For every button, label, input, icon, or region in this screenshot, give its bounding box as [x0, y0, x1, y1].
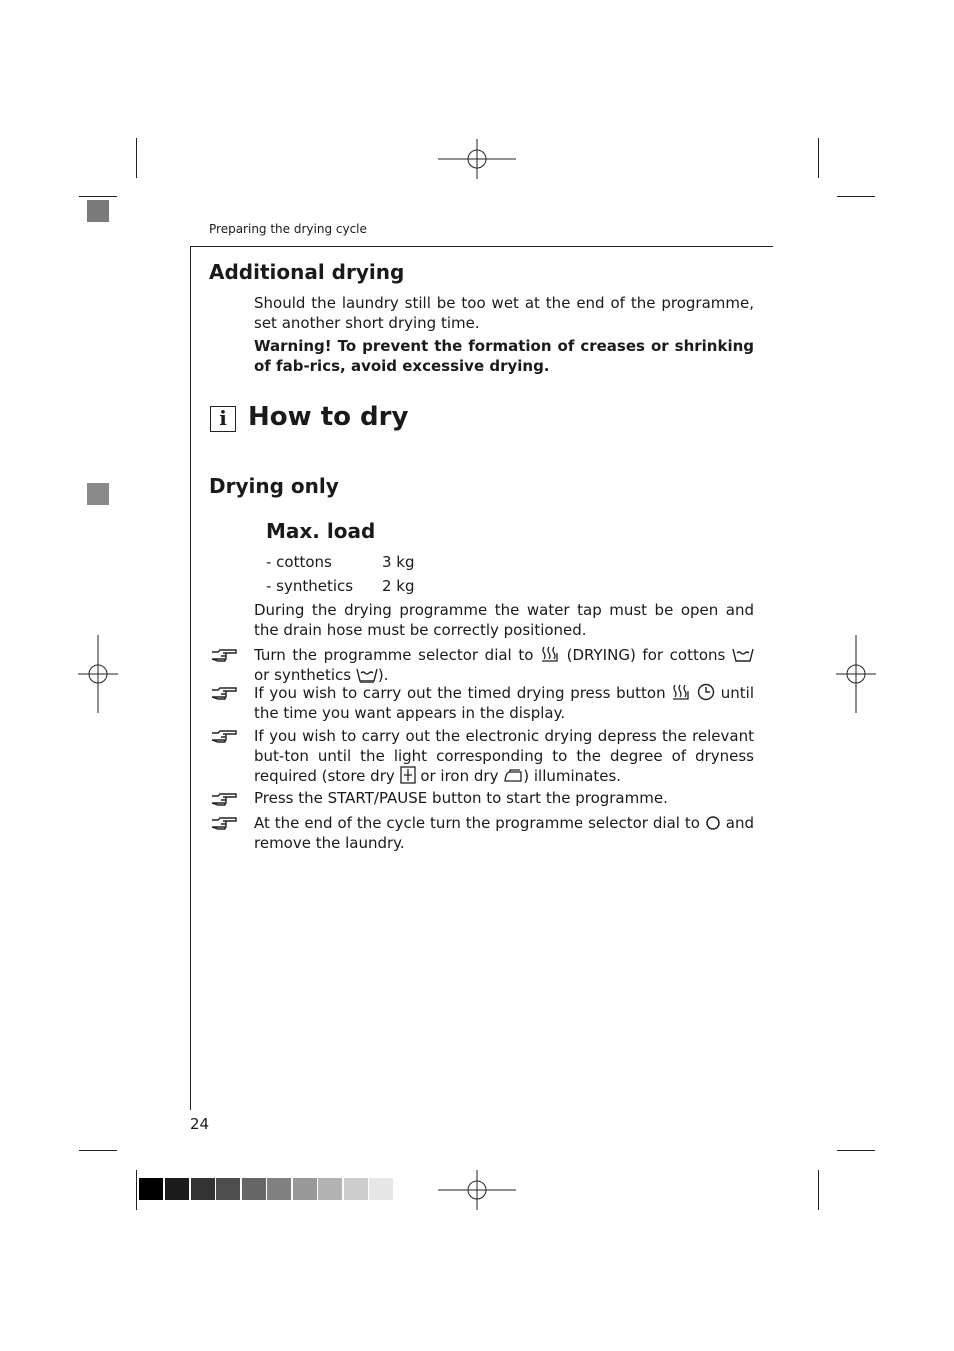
- registration-mark-icon: [438, 139, 516, 179]
- store-dry-icon: [400, 766, 416, 784]
- pointing-hand-icon: [210, 791, 238, 807]
- page-title: How to dry: [248, 402, 409, 432]
- max-load-heading: Max. load: [266, 519, 376, 543]
- drying-icon: [671, 683, 691, 701]
- off-circle-icon: [705, 815, 721, 831]
- step-2-text-b: until the time you want appears in the display.: [254, 684, 754, 722]
- color-swatch: [267, 1178, 291, 1200]
- drying-intro: During the drying programme the water tap must be open and the drain hose must be correctly positioned.: [254, 601, 754, 639]
- section-marker: [87, 483, 109, 505]
- color-swatch: [318, 1178, 342, 1200]
- synthetics-tub-icon: [356, 667, 378, 683]
- load-value-cottons: 3 kg: [382, 553, 415, 571]
- load-value-synthetics: 2 kg: [382, 577, 415, 595]
- color-swatch: [165, 1178, 189, 1200]
- registration-mark-icon: [78, 635, 118, 713]
- info-icon-label: i: [219, 406, 227, 430]
- color-swatch: [216, 1178, 240, 1200]
- crop-mark: [837, 196, 875, 197]
- step-1-text-e: ).: [377, 665, 389, 684]
- color-swatch: [139, 1178, 163, 1200]
- crop-mark: [136, 1170, 137, 1210]
- additional-drying-text: Should the laundry still be too wet at the end of the programme, set another short drying time.: [254, 294, 754, 332]
- iron-dry-icon: [503, 768, 523, 784]
- crop-mark: [136, 138, 137, 178]
- load-label-synthetics: - synthetics: [266, 577, 354, 595]
- load-label-cottons: - cottons: [266, 553, 332, 571]
- pointing-hand-icon: [210, 815, 238, 831]
- section-marker: [87, 200, 109, 222]
- step-3-text-b: or iron dry: [420, 767, 499, 785]
- color-swatch: [344, 1178, 368, 1200]
- step-5-text-b: and remove the laundry.: [254, 814, 754, 852]
- crop-mark: [818, 138, 819, 178]
- drying-icon: [540, 645, 560, 663]
- clock-icon: [697, 683, 715, 701]
- step-1-text-b: (DRYING) for cottons: [566, 646, 726, 664]
- step-1-text-d: synthetics: [274, 665, 352, 684]
- pointing-hand-icon: [210, 685, 238, 701]
- step-5: [254, 814, 754, 853]
- step-5-text-a: At the end of the cycle turn the programme selector dial to: [254, 814, 700, 832]
- color-swatch: [191, 1178, 215, 1200]
- crop-mark: [79, 1150, 117, 1151]
- step-1-text-c: or: [254, 665, 270, 684]
- step-4: Press the START/PAUSE button to start the programme.: [254, 789, 668, 807]
- additional-drying-heading: Additional drying: [209, 260, 405, 284]
- crop-mark: [837, 1150, 875, 1151]
- running-head: Preparing the drying cycle: [209, 222, 367, 236]
- step-1-text-a: Turn the programme selector dial to: [254, 646, 534, 664]
- warning-text: Warning! To prevent the formation of creases or shrinking of fab-rics, avoid excessive drying.: [254, 337, 754, 375]
- pointing-hand-icon: [210, 728, 238, 744]
- color-swatch: [242, 1178, 266, 1200]
- step-3-text-c: ) illuminates.: [523, 767, 622, 785]
- crop-mark: [818, 1170, 819, 1210]
- drying-only-heading: Drying only: [209, 474, 339, 498]
- pointing-hand-icon: [210, 647, 238, 663]
- page-number: 24: [190, 1115, 210, 1133]
- margin-rule: [190, 246, 191, 1110]
- color-swatch: [293, 1178, 317, 1200]
- cottons-tub-icon: [732, 647, 754, 663]
- step-3-text-a: If you wish to carry out the electronic drying depress the relevant but-ton until the light corresponding to the degree of dryness required (store dry: [254, 727, 754, 785]
- crop-mark: [79, 196, 117, 197]
- registration-mark-icon: [836, 635, 876, 713]
- step-2-text-a: If you wish to carry out the timed drying press button: [254, 684, 666, 702]
- step-3: [254, 727, 754, 787]
- registration-mark-icon: [438, 1170, 516, 1210]
- step-2: [254, 683, 754, 723]
- step-1: [254, 645, 754, 685]
- color-swatch: [369, 1178, 393, 1200]
- info-icon: [210, 406, 236, 432]
- header-rule: [190, 246, 773, 247]
